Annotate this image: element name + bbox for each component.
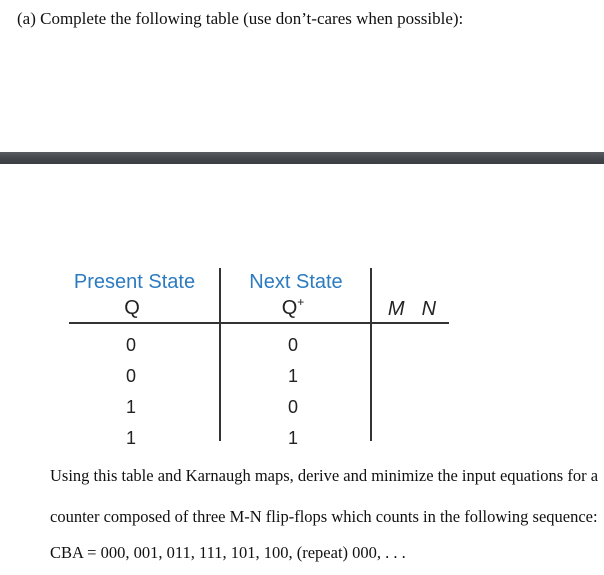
- present-var-label: Q: [124, 297, 140, 319]
- row-3-qplus: 0: [287, 397, 298, 417]
- row-4-q: 1: [125, 428, 136, 448]
- instruction-line-1: Using this table and Karnaugh maps, derive and minimize the input equations for a: [50, 466, 599, 485]
- outputs-label: M N: [387, 298, 439, 320]
- column-divider-1: [219, 268, 221, 441]
- instruction-line-3: CBA = 000, 001, 011, 111, 101, 100, (repeat) 000, . . .: [50, 543, 406, 562]
- present-state-header: Present State: [73, 271, 196, 293]
- question-text: (a) Complete the following table (use don’t-cares when possible):: [17, 9, 464, 28]
- instruction-line-2: counter composed of three M-N flip-flops which counts in the following sequence:: [50, 507, 598, 526]
- row-1-qplus: 0: [287, 335, 298, 355]
- row-2-qplus: 1: [287, 366, 298, 386]
- row-4-qplus: 1: [287, 428, 298, 448]
- row-1-q: 0: [125, 335, 136, 355]
- next-var-sup: +: [297, 295, 305, 309]
- column-divider-2: [370, 268, 372, 441]
- row-2-q: 0: [125, 366, 136, 386]
- next-state-header: Next State: [249, 271, 343, 293]
- next-var-letter: Q: [281, 297, 298, 319]
- next-var-label: [268, 296, 318, 320]
- header-rule: [69, 322, 449, 324]
- row-3-q: 1: [125, 397, 136, 417]
